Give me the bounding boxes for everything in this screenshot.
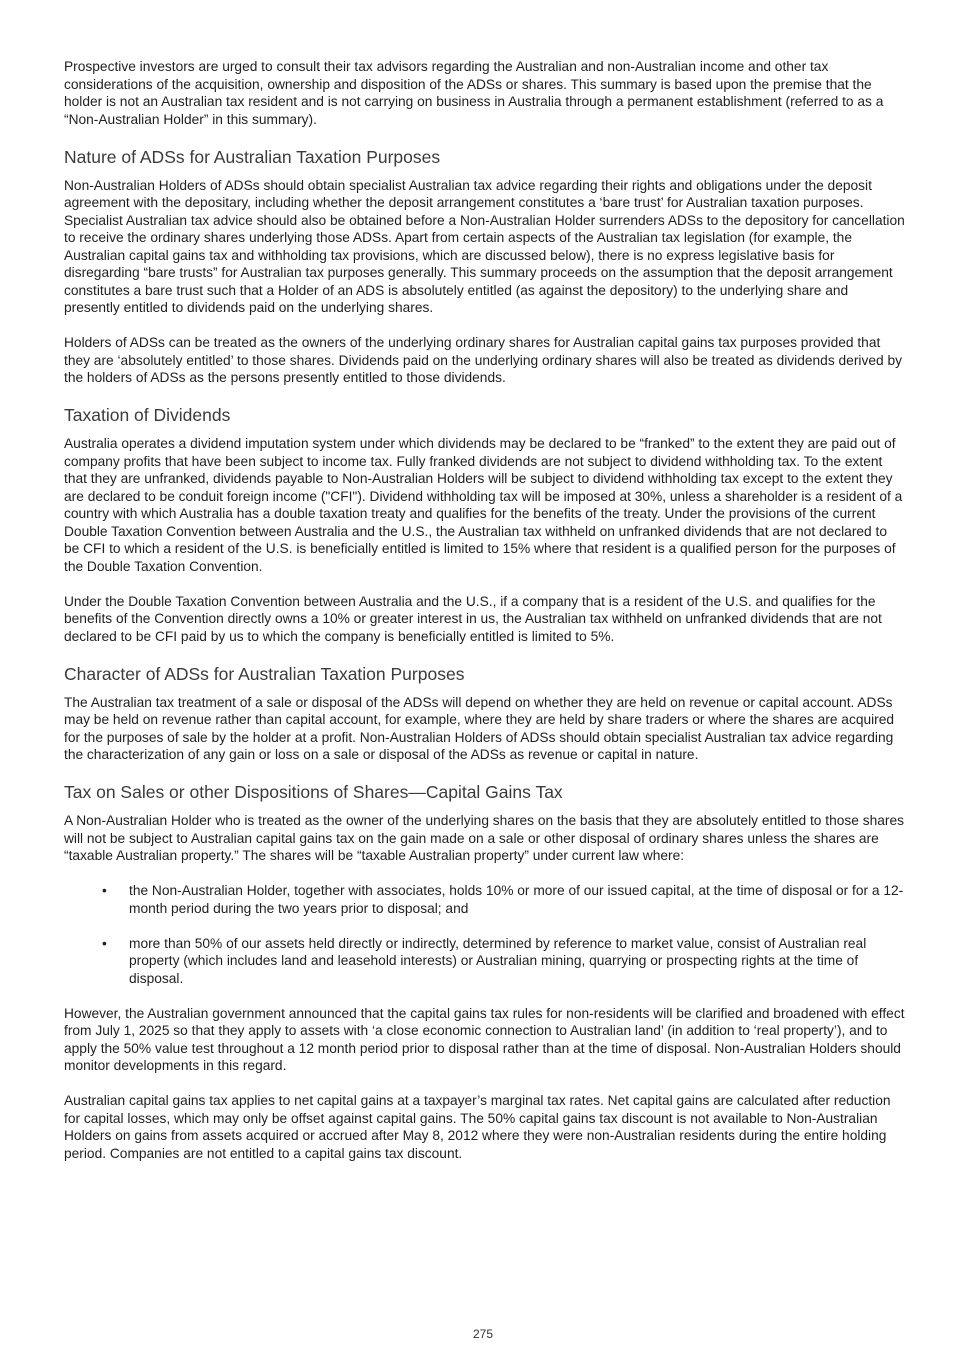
cgt-paragraph-2: However, the Australian government announced that the capital gains tax rules for non-residents will be clarified and broadened with effect from July 1, 2025 so that they apply to assets with ‘a close economic connection to Australian land’ (in addition to ‘real property’), and to apply the 50% value test throughout a 12 month period prior to disposal rather than at the time of disposal. Non-Australian Holders should monitor developments in this regard. [64, 1005, 905, 1073]
cgt-bullet-list [64, 882, 906, 987]
cgt-heading: Tax on Sales or other Dispositions of Shares—Capital Gains Tax [64, 782, 563, 802]
nature-paragraph-2: Holders of ADSs can be treated as the owners of the underlying ordinary shares for Australian capital gains tax purposes provided that they are ‘absolutely entitled’ to those shares. Dividends paid on the underlying ordinary shares will also be treated as dividends derived by the holders of ADSs as the persons presently entitled to those dividends. [64, 335, 902, 385]
bullet-icon: • [102, 935, 107, 951]
list-item-text: the Non-Australian Holder, together with associates, holds 10% or more of our issued capital, at the time of disposal or for a 12-month period during the two years prior to disposal; and [129, 883, 904, 916]
document-page [64, 58, 906, 1180]
list-item [64, 935, 906, 988]
character-heading: Character of ADSs for Australian Taxation Purposes [64, 663, 465, 684]
nature-heading: Nature of ADSs for Australian Taxation Purposes [64, 146, 441, 167]
dividends-paragraph-1: Australia operates a dividend imputation system under which dividends may be declared to be “franked” to the extent they are paid out of company profits that have been subject to income tax. Fully franked dividends are not subject to dividend withholding tax. To the extent that they are unfranked, dividends payable to Non-Australian Holders will be subject to dividend withholding tax except to the extent they are declared to be conduit foreign income ("CFI"). Dividend withholding tax will be imposed at 30%, unless a shareholder is a resident of a country with which Australia has a double taxation treaty and qualifies for the benefits of the treaty. Under the provisions of the current Double Taxation Convention between Australia and the U.S., the Australian tax withheld on unfranked dividends that are not declared to be CFI to which a resident of the U.S. is beneficially entitled is limited to 15% where that resident is a qualified person for the purposes of the Double Taxation Convention. [64, 436, 903, 574]
character-paragraph-1: The Australian tax treatment of a sale or disposal of the ADSs will depend on whether they are held on revenue or capital account. ADSs may be held on revenue rather than capital account, for example, where they are held by share traders or where the shares are acquired for the purposes of sale by the holder at a profit. Non-Australian Holders of ADSs should obtain specialist Australian tax advice regarding the characterization of any gain or loss on a sale or disposal of the ADSs as revenue or capital in nature. [64, 694, 895, 762]
list-item [64, 882, 906, 917]
bullet-icon: • [102, 883, 107, 898]
cgt-paragraph-3: Australian capital gains tax applies to net capital gains at a taxpayer’s marginal tax rates. Net capital gains are calculated after reduction for capital losses, which may only be offset against capital gains. The 50% capital gains tax discount is not available to Non-Australian Holders on gains from assets acquired or accrued after May 8, 2012 where they were non-Australian residents during the entire holding period. Companies are not entitled to a capital gains tax discount. [64, 1093, 891, 1161]
list-item-text: more than 50% of our assets held directly or indirectly, determined by reference to market value, consist of Australian real property (which includes land and leasehold interests) or Australian mining, quarrying or prospecting rights at the time of disposal. [129, 935, 867, 986]
intro-paragraph: Prospective investors are urged to consult their tax advisors regarding the Australian and non-Australian income and other tax considerations of the acquisition, ownership and disposition of the ADSs or shares. This summary is based upon the premise that the holder is not an Australian tax resident and is not carrying on business in Australia through a permanent establishment (referred to as a “Non-Australian Holder” in this summary). [64, 59, 884, 127]
dividends-paragraph-2: Under the Double Taxation Convention between Australia and the U.S., if a company that is a resident of the U.S. and qualifies for the benefits of the Convention directly owns a 10% or greater interest in us, the Australian tax withheld on unfranked dividends that are not declared to be CFI paid by us to which the company is beneficially entitled is limited to 5%. [64, 593, 882, 644]
dividends-heading: Taxation of Dividends [64, 405, 231, 425]
nature-paragraph-1: Non-Australian Holders of ADSs should obtain specialist Australian tax advice regarding their rights and obligations under the deposit agreement with the depositary, including whether the deposit arrangement constitutes a ‘bare trust’ for Australian taxation purposes. Specialist Australian tax advice should also be obtained before a Non-Australian Holder surrenders ADSs to the depository for cancellation to receive the ordinary shares underlying those ADSs. Apart from certain aspects of the Australian tax legislation (for example, the Australian capital gains tax and withholding tax provisions, which are discussed below), there is no express legislative basis for disregarding “bare trusts” for Australian tax purposes generally. This summary proceeds on the assumption that the deposit arrangement constitutes a bare trust such that a Holder of an ADS is absolutely entitled (as against the depository) to the underlying share and presently entitled to dividends paid on the underlying shares. [64, 177, 905, 315]
page-number: 275 [472, 1327, 494, 1341]
cgt-paragraph-1: A Non-Australian Holder who is treated as the owner of the underlying shares on the basis that they are absolutely entitled to those shares will not be subject to Australian capital gains tax on the gain made on a sale or other disposal of ordinary shares unless the shares are “taxable Australian property.” The shares will be “taxable Australian property” under current law where: [64, 813, 905, 863]
